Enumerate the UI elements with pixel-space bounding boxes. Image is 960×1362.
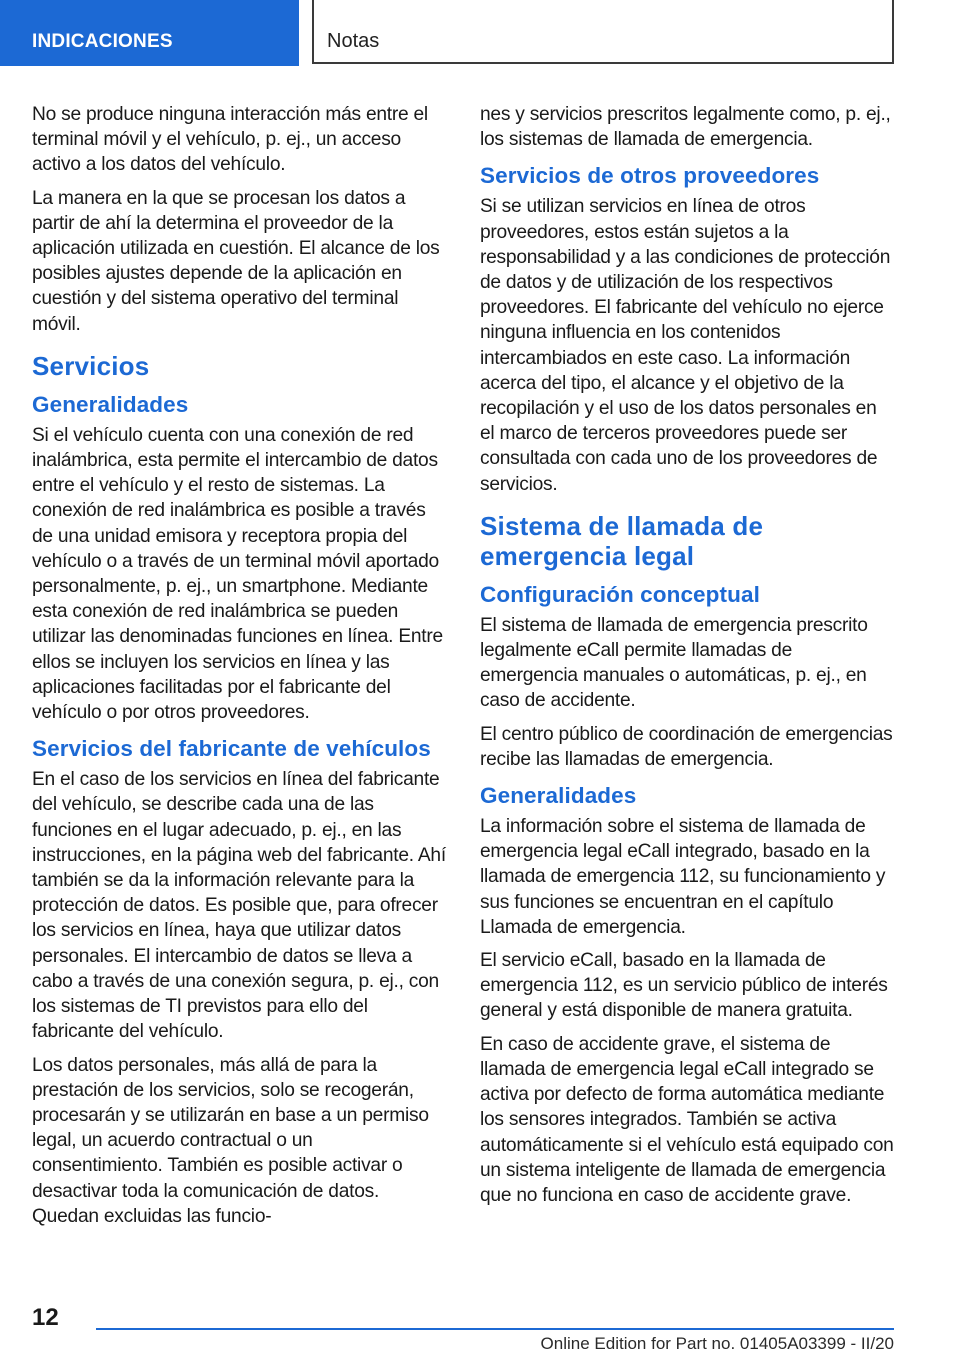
page-number: 12 [32,1304,59,1331]
page-footer [0,1290,960,1362]
chapter-title: Notas [327,30,380,52]
paragraph: No se produce ninguna interacción más entre el terminal móvil y el vehículo, p. ej., un acceso activo a los datos del vehículo. [32,104,428,176]
paragraph: El servicio eCall, basado en la llamada de emergencia 112, es un servicio público de interés general y está disponible de manera gratuita. [480,950,888,1022]
edition-line: Online Edition for Part no. 01405A03399 - II/20 [540,1334,894,1353]
paragraph: Si el vehículo cuenta con una conexión de red inalámbrica, esta permite el intercambio de datos entre el vehículo y el resto de sistemas. La conexión de red inalámbrica es posible a través de una unidad emisora y receptora propia del vehículo o a través de un terminal móvil aportado personalmente, p. ej., un smartphone. Mediante esta conexión de red inalámbrica se pueden utilizar las denominadas funciones en línea. Entre ellos se incluyen los servicios en línea y las aplicaciones facilitadas por el fabricante del vehículo o por otros proveedores. [32,424,443,724]
paragraph: nes y servicios prescritos legalmente como, p. ej., los sistemas de llamada de emergencia. [480,104,891,151]
paragraph: El centro público de coordinación de emergencias recibe las llamadas de emergencia. [480,723,893,770]
paragraph: La manera en la que se procesan los datos a partir de ahí la determina el proveedor de la aplicación utilizada en cuestión. El alcance de los posibles ajustes depende de la aplicación en cuestión y del sistema operativo del terminal móvil. [32,187,440,335]
footer-divider [96,1328,894,1330]
heading-generalidades: Generalidades [32,391,189,417]
paragraph: El sistema de llamada de emergencia prescrito legalmente eCall permite llamadas de emergencia manuales o automáticas, p. ej., en caso de accidente. [480,614,868,712]
chapter-header-box [312,0,894,64]
heading-generalidades: Generalidades [480,783,637,809]
page-header [0,0,960,66]
paragraph: En el caso de los servicios en línea del fabricante del vehículo, se describe cada una de las funciones en el lugar adecuado, p. ej., en las instrucciones, en la página web del fabricante. Ahí también se da la información relevante para la protección de datos. Es posible que, para ofrecer los servicios en línea, haya que utilizar datos personales. El intercambio de datos se lleva a cabo a través de una conexión segura, p. ej., con los sistemas de TI previstos para ello del fabricante del vehículo. [32,769,446,1043]
heading-servicios-otros-proveedores: Servicios de otros proveedores [480,163,820,189]
paragraph: Si se utilizan servicios en línea de otros proveedores, estos están sujetos a la responsabilidad y a las condiciones de protección de datos y de utilización de los respectivos proveedores. El fabricante del vehículo no ejerce ninguna influencia en los contenidos intercambiados en este caso. La información acerca del tipo, el alcance y el objetivo de la recopilación y el uso de los datos personales en el marco de terceros proveedores puede ser consultada con cada uno de los proveedores de servicios. [480,196,891,495]
paragraph: La información sobre el sistema de llamada de emergencia legal eCall integrado, basado en la llamada de emergencia 112, su funcionamiento y sus funciones se encuentran en el capítulo Llamada de emergencia. [480,816,886,938]
heading-configuracion-conceptual: Configuración conceptual [480,581,760,607]
paragraph: Los datos personales, más allá de para la prestación de los servicios, solo se recogerán, procesarán y se utilizarán en base a un permiso legal, un acuerdo contractual o un consentimiento. También es posible activar o desactivar toda la comunicación de datos. Quedan excluidas las funcio- [32,1054,429,1227]
heading-servicios: Servicios [32,350,150,381]
heading-sistema-llamada-emergencia: Sistema de llamada de emergencia legal [480,510,764,571]
right-column [480,102,894,1216]
paragraph: En caso de accidente grave, el sistema de llamada de emergencia legal eCall integrado se activa por defecto de forma automática mediante los sensores integrados. También se activa automáticamente si el vehículo está equipado con un sistema inteligente de llamada de emergencia que no funciona en caso de accidente grave. [480,1033,894,1206]
left-column [32,102,446,1237]
heading-servicios-fabricante: Servicios del fabricante de vehículos [32,736,431,762]
section-tab: INDICACIONES [0,0,299,66]
